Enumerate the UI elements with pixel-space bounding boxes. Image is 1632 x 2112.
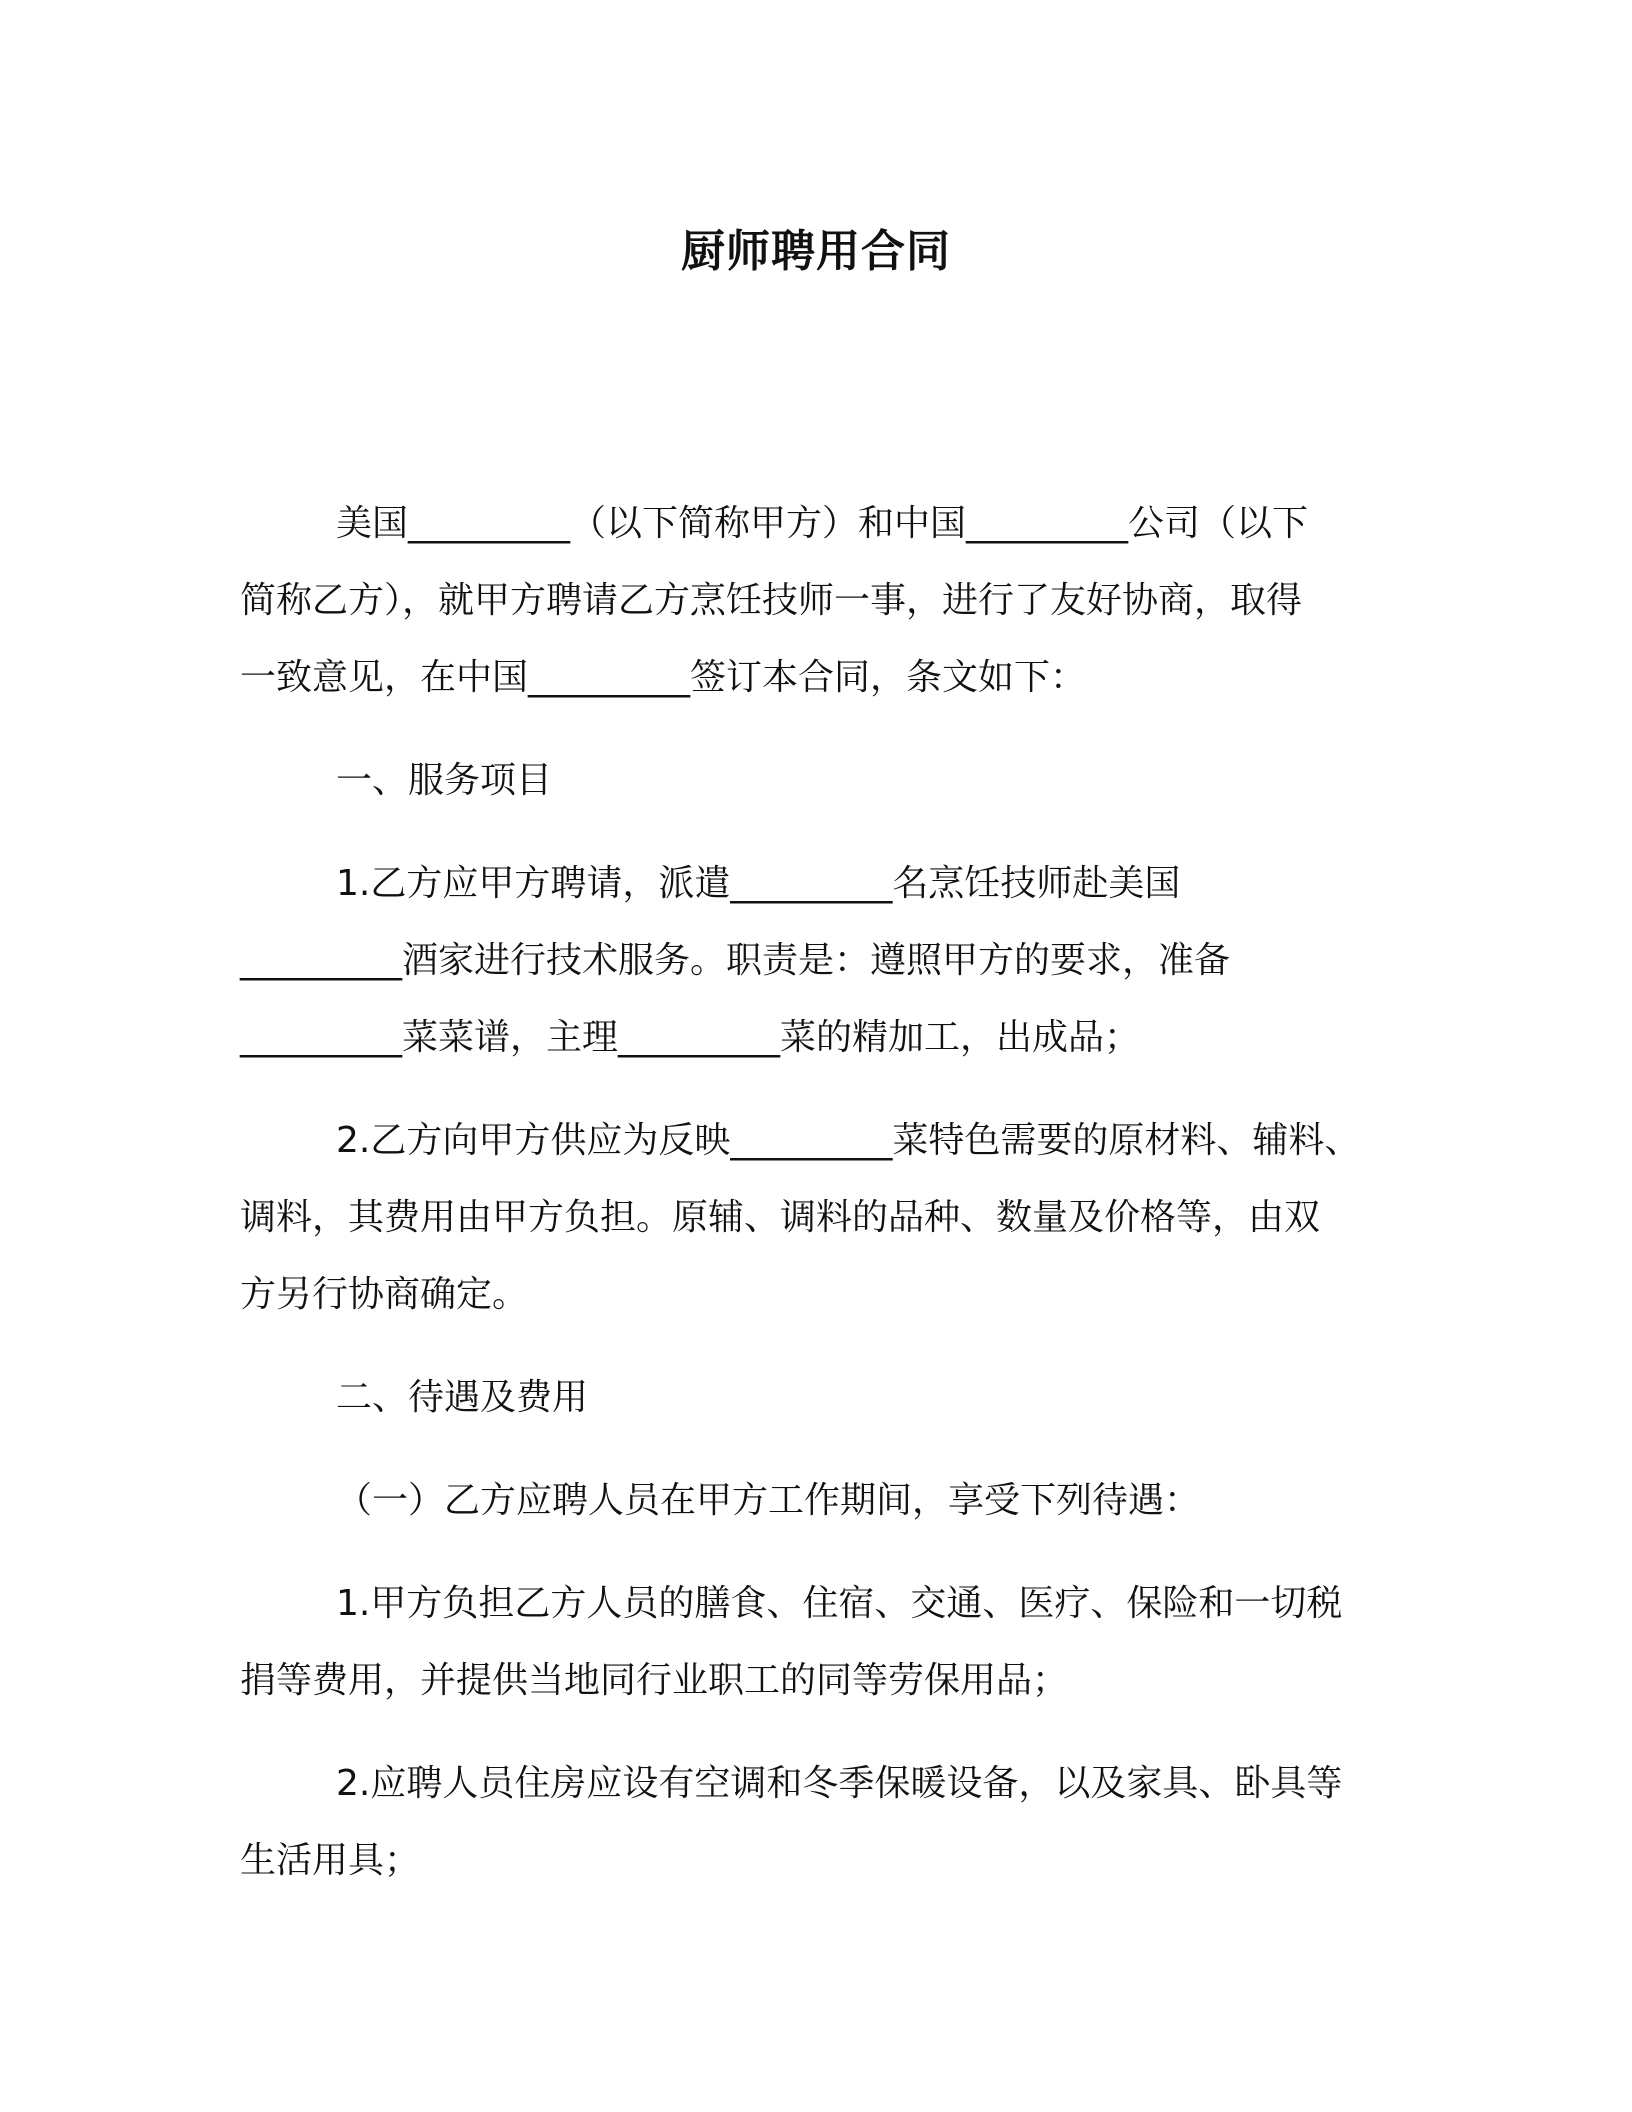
paragraph-line: 美国_________（以下简称甲方）和中国_________公司（以下 [336,503,1309,544]
paragraph-line: _________菜菜谱，主理_________菜的精加工，出成品； [240,1017,1141,1058]
clause-1-2 [240,1102,1392,1333]
paragraph-line: 2.应聘人员住房应设有空调和冬季保暖设备，以及家具、卧具等 [336,1763,1343,1804]
paragraph-line: 2.乙方向甲方供应为反映_________菜特色需要的原材料、辅料、 [336,1120,1361,1161]
subsection-2-1 [240,1462,1392,1539]
document-title: 厨师聘用合同 [681,226,951,277]
document-body [240,485,1392,1925]
paragraph-line: 方另行协商确定。 [240,1274,529,1315]
paragraph-line: 生活用具； [240,1840,421,1881]
paragraph-line: _________酒家进行技术服务。职责是：遵照甲方的要求，准备 [240,940,1231,981]
section-heading-benefits [240,1359,1392,1436]
paragraph-line: 捐等费用，并提供当地同行业职工的同等劳保用品； [240,1660,1069,1701]
paragraph-line: （一）乙方应聘人员在甲方工作期间，享受下列待遇： [336,1480,1201,1521]
clause-2-1-1 [240,1565,1392,1719]
section-heading-services [240,742,1392,819]
paragraph-line: 调料，其费用由甲方负担。原辅、调料的品种、数量及价格等，由双 [240,1197,1321,1238]
clause-2-1-2 [240,1745,1392,1899]
clause-1-1 [240,845,1392,1076]
paragraph-line: 一致意见，在中国_________签订本合同，条文如下： [240,657,1087,698]
section-heading-text: 二、待遇及费用 [336,1377,589,1418]
paragraph-line: 1.甲方负担乙方人员的膳食、住宿、交通、医疗、保险和一切税 [336,1583,1343,1624]
paragraph-intro [240,485,1392,716]
paragraph-line: 简称乙方），就甲方聘请乙方烹饪技师一事，进行了友好协商，取得 [240,580,1303,621]
paragraph-line: 1.乙方应甲方聘请，派遣_________名烹饪技师赴美国 [336,863,1181,904]
section-heading-text: 一、服务项目 [336,760,553,801]
